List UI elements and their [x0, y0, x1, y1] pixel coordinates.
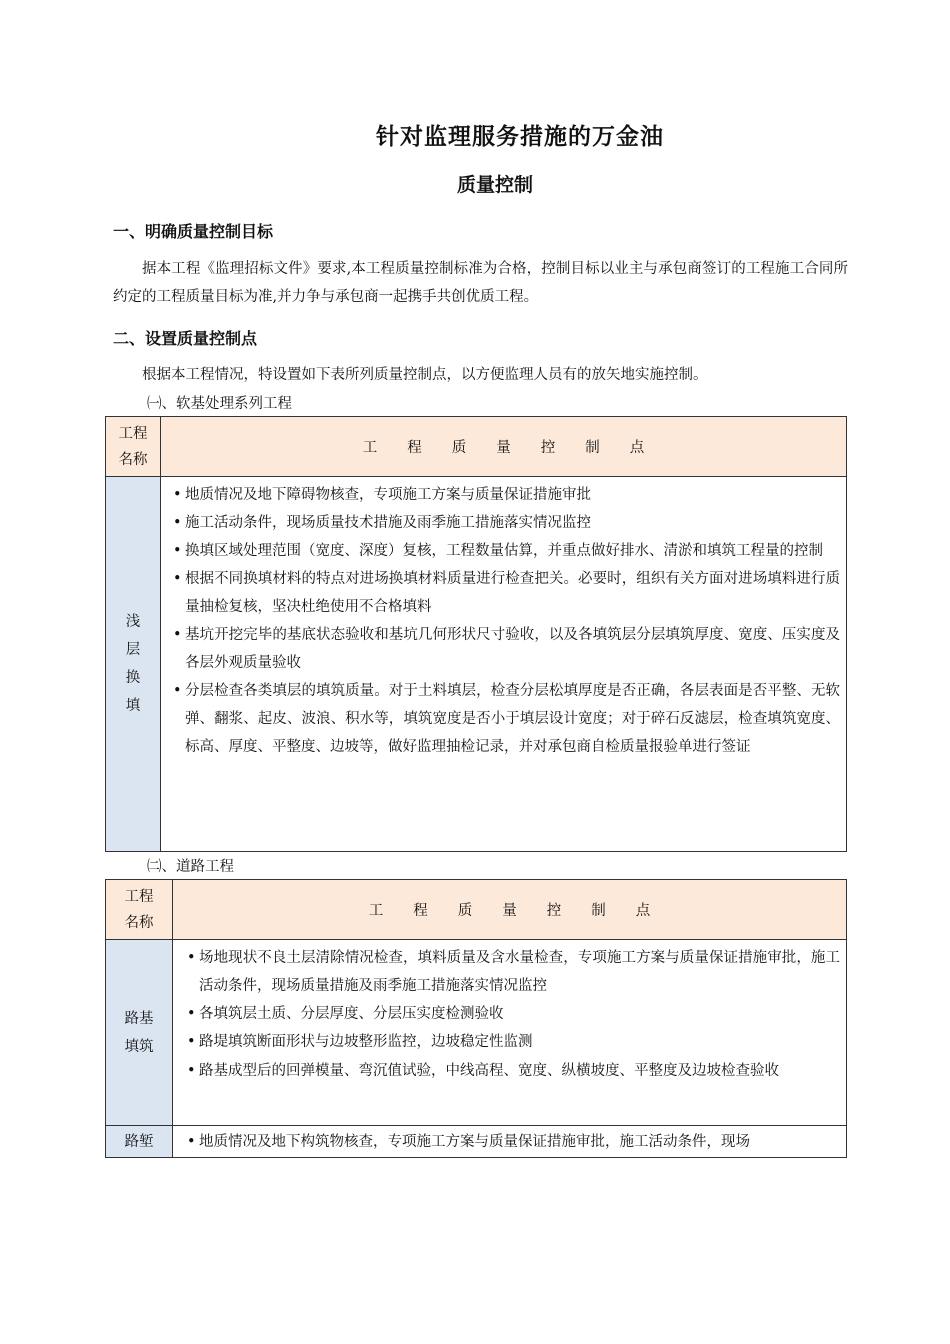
table1-row-label: 浅层换填	[106, 477, 161, 852]
table2-row2-label: 路堑	[106, 1126, 173, 1158]
section1-heading: 一、明确质量控制目标	[113, 222, 274, 241]
list-item: • 根据不同换填材料的特点对进场换填材料质量进行检查把关。必要时，组织有关方面对进场填料进行质量抽检复核，坚决杜绝使用不合格填料	[171, 565, 840, 621]
list-item: • 分层检查各类填层的填筑质量。对于土料填层，检查分层松填厚度是否正确，各层表面是否平整、无软弹、翻浆、起皮、波浪、积水等，填筑宽度是否小于填层设计宽度；对于碎石反滤层，检查填筑宽度、标高、厚度、平整度、边坡等，做好监理抽检记录，并对承包商自检质量报验单进行签证	[171, 677, 840, 761]
table1-header-name: 工程名称	[106, 417, 161, 477]
table1-caption: ㈠、软基处理系列工程	[147, 396, 292, 412]
table2-header-points: 工程质量控制点	[173, 880, 847, 940]
table2-row-label: 路基填筑	[106, 940, 173, 1126]
list-item: • 场地现状不良土层清除情况检查，填料质量及含水量检查，专项施工方案与质量保证措施审批，施工活动条件，现场质量措施及雨季施工措施落实情况监控	[185, 944, 840, 1000]
list-item: • 施工活动条件，现场质量技术措施及雨季施工措施落实情况监控	[171, 509, 840, 537]
table2	[105, 879, 847, 1158]
list-item: • 地质情况及地下障碍物核查，专项施工方案与质量保证措施审批	[171, 481, 840, 509]
section2-paragraph: 根据本工程情况，特设置如下表所列质量控制点，以方便监理人员有的放矢地实施控制。	[142, 367, 708, 383]
list-item: • 路堤填筑断面形状与边坡整形监控，边坡稳定性监测	[185, 1028, 840, 1056]
table2-row2-content	[173, 1126, 847, 1158]
list-item: • 换填区域处理范围（宽度、深度）复核，工程数量估算，并重点做好排水、清淤和填筑工程量的控制	[171, 537, 840, 565]
list-item: • 各填筑层土质、分层厚度、分层压实度检测验收	[185, 1000, 840, 1028]
section1-paragraph: 据本工程《监理招标文件》要求,本工程质量控制标准为合格，控制目标以业主与承包商签订的工程施工合同所约定的工程质量目标为准,并力争与承包商一起携手共创优质工程。	[113, 261, 848, 305]
table2-row-content	[173, 940, 847, 1126]
list-item: • 路基成型后的回弹模量、弯沉值试验，中线高程、宽度、纵横坡度、平整度及边坡检查验收	[185, 1056, 840, 1087]
section2-heading: 二、设置质量控制点	[113, 329, 258, 348]
table1	[105, 416, 847, 852]
table2-header-name: 工程名称	[106, 880, 173, 940]
list-item: • 基坑开挖完毕的基底状态验收和基坑几何形状尺寸验收，以及各填筑层分层填筑厚度、宽度、压实度及各层外观质量验收	[171, 621, 840, 677]
document-subtitle: 质量控制	[456, 174, 533, 196]
table1-row-content	[161, 477, 847, 852]
list-item: • 地质情况及地下构筑物核查，专项施工方案与质量保证措施审批，施工活动条件，现场	[185, 1128, 840, 1156]
table2-caption: ㈡、道路工程	[147, 859, 234, 875]
table1-header-points: 工程质量控制点	[161, 417, 847, 477]
document-title: 针对监理服务措施的万金油	[376, 124, 664, 150]
